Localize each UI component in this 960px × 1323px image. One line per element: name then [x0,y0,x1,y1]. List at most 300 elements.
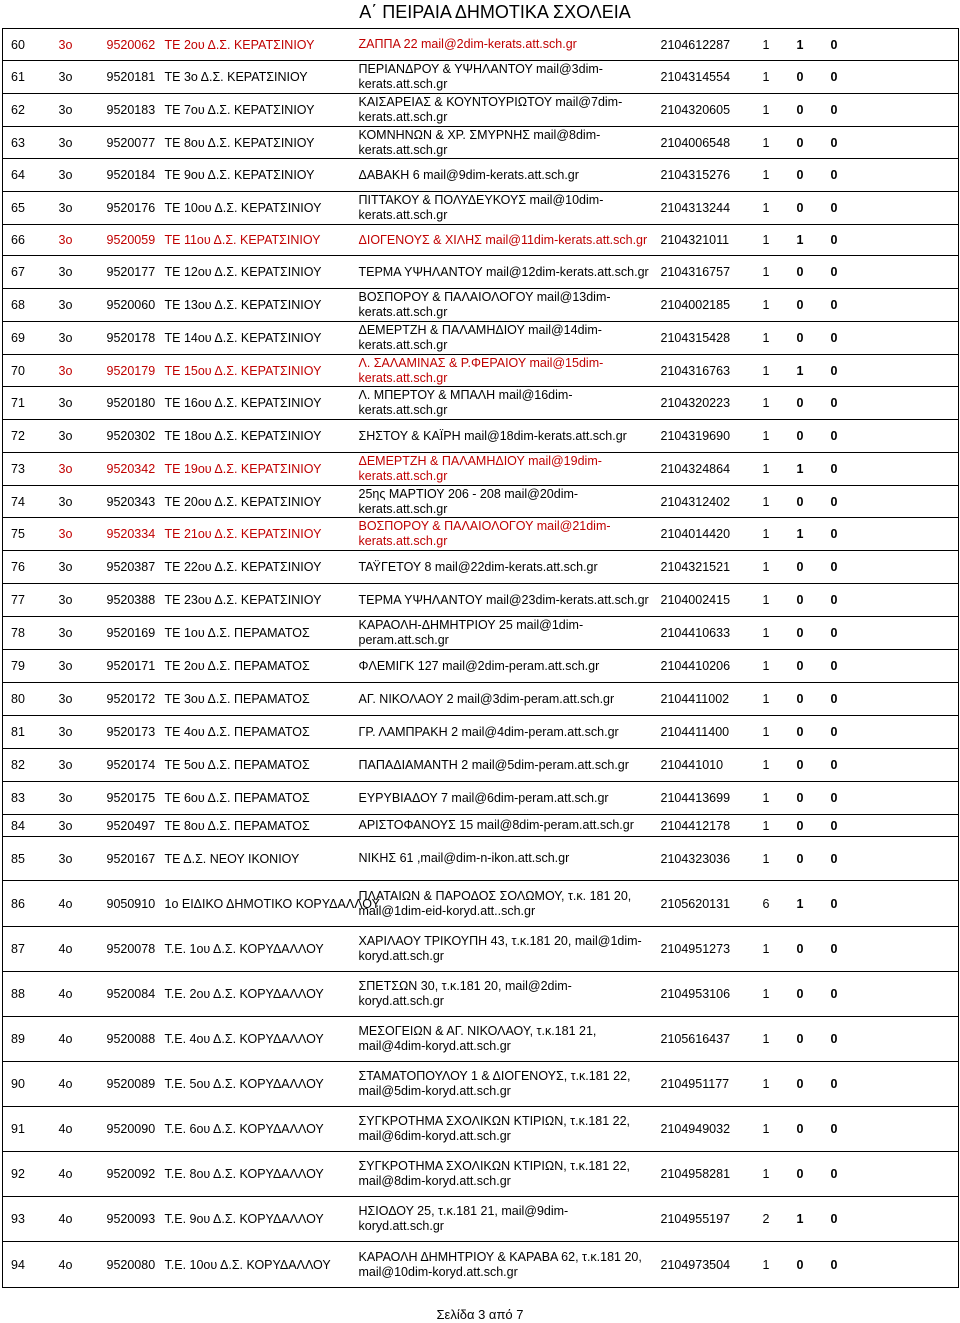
cell-area: 4ο [51,881,99,927]
cell-phone: 2105616437 [653,1017,755,1062]
cell-c: 0 [823,453,959,486]
cell-b: 0 [789,617,823,650]
cell-c: 0 [823,1152,959,1197]
cell-b: 0 [789,192,823,225]
table-row [3,159,959,192]
cell-b: 1 [789,225,823,256]
cell-b: 0 [789,420,823,453]
cell-b: 1 [789,29,823,61]
cell-c: 0 [823,225,959,256]
cell-phone: 2104410206 [653,650,755,683]
cell-c: 0 [823,683,959,716]
cell-school: ΤΕ 16ου Δ.Σ. ΚΕΡΑΤΣΙΝΙΟΥ [157,387,351,420]
cell-code: 9520172 [99,683,157,716]
cell-phone: 2104014420 [653,518,755,551]
cell-b: 0 [789,551,823,584]
cell-c: 0 [823,1017,959,1062]
cell-phone: 2104411400 [653,716,755,749]
cell-code: 9520060 [99,289,157,322]
cell-n: 82 [3,749,51,782]
cell-area: 3ο [51,617,99,650]
cell-a: 1 [755,749,789,782]
cell-c: 0 [823,486,959,518]
cell-school: ΤΕ 7ου Δ.Σ. ΚΕΡΑΤΣΙΝΙΟΥ [157,94,351,127]
cell-addr: 25ης ΜΑΡΤΙΟΥ 206 - 208 mail@20dim-kerats.att.sch.gr [351,486,653,518]
cell-area: 3ο [51,716,99,749]
cell-area: 4ο [51,1152,99,1197]
cell-a: 1 [755,61,789,94]
cell-c: 0 [823,1062,959,1107]
cell-n: 83 [3,782,51,815]
cell-phone: 2104323036 [653,837,755,881]
cell-b: 0 [789,749,823,782]
cell-c: 0 [823,551,959,584]
cell-addr: ΔΕΜΕΡΤΖΗ & ΠΑΛΑΜΗΔΙΟΥ mail@14dim-kerats.att.sch.gr [351,322,653,355]
cell-area: 3ο [51,584,99,617]
cell-code: 9520178 [99,322,157,355]
table-row [3,972,959,1017]
cell-a: 1 [755,355,789,387]
cell-addr: ΧΑΡΙΛΑΟΥ ΤΡΙΚΟΥΠΗ 43, τ.κ.181 20, mail@1dim-koryd.att.sch.gr [351,927,653,972]
cell-area: 3ο [51,322,99,355]
cell-n: 71 [3,387,51,420]
cell-c: 0 [823,256,959,289]
cell-a: 1 [755,1062,789,1107]
cell-school: Τ.Ε. 10ου Δ.Σ. ΚΟΡΥΔΑΛΛΟΥ [157,1242,351,1288]
cell-a: 1 [755,1242,789,1288]
cell-area: 3ο [51,61,99,94]
cell-code: 9050910 [99,881,157,927]
cell-school: ΤΕ 10ου Δ.Σ. ΚΕΡΑΤΣΙΝΙΟΥ [157,192,351,225]
cell-addr: ΔΙΟΓΕΝΟΥΣ & ΧΙΛΗΣ mail@11dim-kerats.att.sch.gr [351,225,653,256]
cell-n: 69 [3,322,51,355]
table-row [3,1152,959,1197]
cell-area: 3ο [51,29,99,61]
cell-code: 9520092 [99,1152,157,1197]
cell-phone: 2104320605 [653,94,755,127]
cell-code: 9520062 [99,29,157,61]
cell-code: 9520167 [99,837,157,881]
table-row [3,1242,959,1288]
cell-area: 3ο [51,289,99,322]
cell-school: ΤΕ 15ου Δ.Σ. ΚΕΡΑΤΣΙΝΙΟΥ [157,355,351,387]
cell-school: ΤΕ 8ου Δ.Σ. ΠΕΡΑΜΑΤΟΣ [157,815,351,837]
cell-a: 2 [755,1197,789,1242]
cell-n: 90 [3,1062,51,1107]
cell-a: 1 [755,972,789,1017]
cell-c: 0 [823,29,959,61]
cell-addr: ΤΑΫΓΕΤΟΥ 8 mail@22dim-kerats.att.sch.gr [351,551,653,584]
table-row [3,289,959,322]
cell-n: 94 [3,1242,51,1288]
cell-n: 73 [3,453,51,486]
cell-c: 0 [823,1197,959,1242]
cell-n: 91 [3,1107,51,1152]
cell-n: 74 [3,486,51,518]
cell-school: Τ.Ε. 9ου Δ.Σ. ΚΟΡΥΔΑΛΛΟΥ [157,1197,351,1242]
cell-c: 0 [823,127,959,159]
cell-area: 3ο [51,355,99,387]
cell-code: 9520181 [99,61,157,94]
cell-code: 9520174 [99,749,157,782]
cell-area: 3ο [51,94,99,127]
cell-a: 1 [755,192,789,225]
cell-addr: ΣΗΣΤΟΥ & ΚΑΪΡΗ mail@18dim-kerats.att.sch.gr [351,420,653,453]
cell-addr: ΚΑΡΑΟΛΗ ΔΗΜΗΤΡΙΟΥ & ΚΑΡΑΒΑ 62, τ.κ.181 20, mail@10dim-koryd.att.sch.gr [351,1242,653,1288]
cell-a: 1 [755,617,789,650]
cell-c: 0 [823,650,959,683]
cell-b: 1 [789,881,823,927]
cell-addr: ΑΓ. ΝΙΚΟΛΑΟΥ 2 mail@3dim-peram.att.sch.gr [351,683,653,716]
cell-b: 0 [789,683,823,716]
cell-area: 3ο [51,650,99,683]
cell-code: 9520334 [99,518,157,551]
cell-a: 1 [755,225,789,256]
cell-addr: ΣΤΑΜΑΤΟΠΟΥΛΟΥ 1 & ΔΙΟΓΕΝΟΥΣ, τ.κ.181 22, mail@5dim-koryd.att.sch.gr [351,1062,653,1107]
cell-a: 1 [755,584,789,617]
cell-code: 9520080 [99,1242,157,1288]
cell-addr: ΚΑΡΑΟΛΗ-ΔΗΜΗΤΡΙΟΥ 25 mail@1dim-peram.att.sch.gr [351,617,653,650]
cell-area: 4ο [51,927,99,972]
cell-c: 0 [823,617,959,650]
cell-addr: ΠΕΡΙΑΝΔΡΟΥ & ΥΨΗΛΑΝΤΟΥ mail@3dim-kerats.att.sch.gr [351,61,653,94]
cell-code: 9520387 [99,551,157,584]
cell-a: 1 [755,518,789,551]
table-row [3,1062,959,1107]
cell-c: 0 [823,584,959,617]
cell-area: 3ο [51,256,99,289]
cell-area: 3ο [51,782,99,815]
cell-phone: 2104612287 [653,29,755,61]
cell-addr: ΣΥΓΚΡΟΤΗΜΑ ΣΧΟΛΙΚΩΝ ΚΤΙΡΙΩΝ, τ.κ.181 22, mail@6dim-koryd.att.sch.gr [351,1107,653,1152]
cell-code: 9520183 [99,94,157,127]
cell-addr: ΣΥΓΚΡΟΤΗΜΑ ΣΧΟΛΙΚΩΝ ΚΤΙΡΙΩΝ, τ.κ.181 22, mail@8dim-koryd.att.sch.gr [351,1152,653,1197]
cell-area: 3ο [51,749,99,782]
cell-n: 92 [3,1152,51,1197]
cell-b: 0 [789,1107,823,1152]
cell-a: 1 [755,289,789,322]
cell-addr: ΠΛΑΤΑΙΩΝ & ΠΑΡΟΔΟΣ ΣΟΛΩΜΟΥ, τ.κ. 181 20, mail@1dim-eid-koryd.att..sch.gr [351,881,653,927]
cell-c: 0 [823,159,959,192]
cell-addr: ΔΑΒΑΚΗ 6 mail@9dim-kerats.att.sch.gr [351,159,653,192]
cell-school: ΤΕ 23ου Δ.Σ. ΚΕΡΑΤΣΙΝΙΟΥ [157,584,351,617]
cell-b: 0 [789,127,823,159]
cell-school: ΤΕ 4ου Δ.Σ. ΠΕΡΑΜΑΤΟΣ [157,716,351,749]
cell-area: 3ο [51,192,99,225]
cell-n: 60 [3,29,51,61]
cell-phone: 2104316763 [653,355,755,387]
cell-addr: ΗΣΙΟΔΟΥ 25, τ.κ.181 21, mail@9dim-koryd.att.sch.gr [351,1197,653,1242]
cell-b: 0 [789,650,823,683]
cell-area: 3ο [51,127,99,159]
cell-area: 3ο [51,387,99,420]
cell-school: Τ.Ε. 6ου Δ.Σ. ΚΟΡΥΔΑΛΛΟΥ [157,1107,351,1152]
cell-a: 1 [755,387,789,420]
table-row [3,1197,959,1242]
table-row [3,815,959,837]
cell-school: ΤΕ 19ου Δ.Σ. ΚΕΡΑΤΣΙΝΙΟΥ [157,453,351,486]
cell-area: 3ο [51,453,99,486]
cell-area: 3ο [51,815,99,837]
cell-addr: ΕΥΡΥΒΙΑΔΟΥ 7 mail@6dim-peram.att.sch.gr [351,782,653,815]
cell-area: 4ο [51,1017,99,1062]
cell-school: ΤΕ 21ου Δ.Σ. ΚΕΡΑΤΣΙΝΙΟΥ [157,518,351,551]
table-row [3,94,959,127]
cell-c: 0 [823,881,959,927]
table-row [3,192,959,225]
cell-b: 0 [789,387,823,420]
cell-code: 9520175 [99,782,157,815]
cell-n: 70 [3,355,51,387]
cell-phone: 2104410633 [653,617,755,650]
table-row [3,61,959,94]
table-row [3,837,959,881]
cell-a: 1 [755,94,789,127]
cell-code: 9520077 [99,127,157,159]
cell-a: 1 [755,716,789,749]
cell-school: Τ.Ε. 5ου Δ.Σ. ΚΟΡΥΔΑΛΛΟΥ [157,1062,351,1107]
cell-addr: Λ. ΜΠΕΡΤΟΥ & ΜΠΑΛΗ mail@16dim-kerats.att.sch.gr [351,387,653,420]
cell-addr: ΖΑΠΠΑ 22 mail@2dim-kerats.att.sch.gr [351,29,653,61]
cell-c: 0 [823,782,959,815]
table-row [3,1017,959,1062]
cell-code: 9520180 [99,387,157,420]
cell-c: 0 [823,815,959,837]
cell-code: 9520078 [99,927,157,972]
cell-n: 76 [3,551,51,584]
cell-area: 4ο [51,1197,99,1242]
cell-b: 0 [789,1152,823,1197]
cell-c: 0 [823,420,959,453]
table-row [3,127,959,159]
cell-b: 0 [789,1017,823,1062]
cell-n: 62 [3,94,51,127]
cell-n: 68 [3,289,51,322]
cell-school: 1ο ΕΙΔΙΚΟ ΔΗΜΟΤΙΚΟ ΚΟΡΥΔΑΛΛΟΥ [157,881,351,927]
table-row [3,716,959,749]
table-row [3,225,959,256]
table-row [3,584,959,617]
cell-addr: ΠΑΠΑΔΙΑΜΑΝΤΗ 2 mail@5dim-peram.att.sch.gr [351,749,653,782]
cell-phone: 2104953106 [653,972,755,1017]
cell-school: ΤΕ 3ου Δ.Σ. ΠΕΡΑΜΑΤΟΣ [157,683,351,716]
cell-area: 3ο [51,420,99,453]
cell-phone: 210441010 [653,749,755,782]
cell-code: 9520089 [99,1062,157,1107]
cell-c: 0 [823,61,959,94]
cell-code: 9520179 [99,355,157,387]
cell-school: ΤΕ 13ου Δ.Σ. ΚΕΡΑΤΣΙΝΙΟΥ [157,289,351,322]
cell-area: 3ο [51,159,99,192]
cell-b: 1 [789,453,823,486]
cell-addr: ΒΟΣΠΟΡΟΥ & ΠΑΛΑΙΟΛΟΓΟΥ mail@13dim-kerats.att.sch.gr [351,289,653,322]
table-row [3,355,959,387]
cell-c: 0 [823,94,959,127]
cell-a: 1 [755,683,789,716]
cell-c: 0 [823,518,959,551]
cell-n: 78 [3,617,51,650]
cell-addr: ΒΟΣΠΟΡΟΥ & ΠΑΛΑΙΟΛΟΓΟΥ mail@21dim-kerats.att.sch.gr [351,518,653,551]
cell-n: 63 [3,127,51,159]
cell-addr: ΚΑΙΣΑΡΕΙΑΣ & ΚΟΥΝΤΟΥΡΙΩΤΟΥ mail@7dim-kerats.att.sch.gr [351,94,653,127]
page-footer: Σελίδα 3 από 7 [436,1307,524,1322]
cell-c: 0 [823,387,959,420]
cell-b: 0 [789,289,823,322]
cell-n: 77 [3,584,51,617]
cell-n: 85 [3,837,51,881]
table-row [3,486,959,518]
table-row [3,518,959,551]
cell-c: 0 [823,1107,959,1152]
cell-area: 4ο [51,1107,99,1152]
cell-c: 0 [823,749,959,782]
cell-b: 0 [789,837,823,881]
cell-n: 65 [3,192,51,225]
cell-school: ΤΕ 18ου Δ.Σ. ΚΕΡΑΤΣΙΝΙΟΥ [157,420,351,453]
cell-phone: 2104413699 [653,782,755,815]
cell-code: 9520090 [99,1107,157,1152]
cell-phone: 2104949032 [653,1107,755,1152]
cell-school: ΤΕ 14ου Δ.Σ. ΚΕΡΑΤΣΙΝΙΟΥ [157,322,351,355]
cell-school: ΤΕ Δ.Σ. ΝΕΟΥ ΙΚΟΝΙΟΥ [157,837,351,881]
cell-addr: ΜΕΣΟΓΕΙΩΝ & ΑΓ. ΝΙΚΟΛΑΟΥ, τ.κ.181 21, mail@4dim-koryd.att.sch.gr [351,1017,653,1062]
cell-addr: Λ. ΣΑΛΑΜΙΝΑΣ & Ρ.ΦΕΡΑΙΟΥ mail@15dim-kerats.att.sch.gr [351,355,653,387]
cell-code: 9520093 [99,1197,157,1242]
cell-code: 9520184 [99,159,157,192]
cell-addr: ΣΠΕΤΣΩΝ 30, τ.κ.181 20, mail@2dim-koryd.att.sch.gr [351,972,653,1017]
cell-a: 1 [755,29,789,61]
cell-a: 6 [755,881,789,927]
cell-a: 1 [755,1152,789,1197]
cell-school: ΤΕ 5ου Δ.Σ. ΠΕΡΑΜΑΤΟΣ [157,749,351,782]
cell-a: 1 [755,782,789,815]
cell-n: 66 [3,225,51,256]
cell-c: 0 [823,322,959,355]
cell-a: 1 [755,420,789,453]
table-row [3,453,959,486]
cell-c: 0 [823,355,959,387]
cell-n: 93 [3,1197,51,1242]
cell-school: ΤΕ 12ου Δ.Σ. ΚΕΡΑΤΣΙΝΙΟΥ [157,256,351,289]
cell-n: 79 [3,650,51,683]
cell-c: 0 [823,289,959,322]
cell-school: Τ.Ε. 8ου Δ.Σ. ΚΟΡΥΔΑΛΛΟΥ [157,1152,351,1197]
cell-n: 88 [3,972,51,1017]
table-row [3,683,959,716]
cell-phone: 2104973504 [653,1242,755,1288]
cell-phone: 2104411002 [653,683,755,716]
cell-b: 0 [789,815,823,837]
cell-phone: 2104955197 [653,1197,755,1242]
cell-phone: 2105620131 [653,881,755,927]
cell-area: 4ο [51,1062,99,1107]
cell-phone: 2104321011 [653,225,755,256]
cell-b: 1 [789,1197,823,1242]
cell-school: ΤΕ 8ου Δ.Σ. ΚΕΡΑΤΣΙΝΙΟΥ [157,127,351,159]
cell-c: 0 [823,1242,959,1288]
cell-addr: ΤΕΡΜΑ ΥΨΗΛΑΝΤΟΥ mail@23dim-kerats.att.sch.gr [351,584,653,617]
cell-school: ΤΕ 9ου Δ.Σ. ΚΕΡΑΤΣΙΝΙΟΥ [157,159,351,192]
cell-code: 9520177 [99,256,157,289]
cell-addr: ΚΟΜΝΗΝΩΝ & ΧΡ. ΣΜΥΡΝΗΣ mail@8dim-kerats.att.sch.gr [351,127,653,159]
cell-b: 0 [789,1242,823,1288]
cell-a: 1 [755,127,789,159]
cell-area: 3ο [51,683,99,716]
cell-a: 1 [755,1017,789,1062]
cell-school: ΤΕ 1ου Δ.Σ. ΠΕΡΑΜΑΤΟΣ [157,617,351,650]
cell-a: 1 [755,453,789,486]
table-row [3,256,959,289]
schools-table [2,28,959,1288]
cell-a: 1 [755,159,789,192]
cell-c: 0 [823,192,959,225]
cell-n: 61 [3,61,51,94]
cell-code: 9520388 [99,584,157,617]
cell-school: ΤΕ 2ου Δ.Σ. ΚΕΡΑΤΣΙΝΙΟΥ [157,29,351,61]
cell-code: 9520497 [99,815,157,837]
cell-n: 84 [3,815,51,837]
table-row [3,387,959,420]
cell-a: 1 [755,837,789,881]
cell-area: 4ο [51,972,99,1017]
table-row [3,749,959,782]
table-row [3,1107,959,1152]
cell-a: 1 [755,1107,789,1152]
cell-addr: ΔΕΜΕΡΤΖΗ & ΠΑΛΑΜΗΔΙΟΥ mail@19dim-kerats.att.sch.gr [351,453,653,486]
cell-a: 1 [755,322,789,355]
cell-addr: ΦΛΕΜΙΓΚ 127 mail@2dim-peram.att.sch.gr [351,650,653,683]
cell-n: 75 [3,518,51,551]
cell-b: 0 [789,322,823,355]
cell-n: 72 [3,420,51,453]
cell-b: 0 [789,1062,823,1107]
cell-addr: ΠΙΤΤΑΚΟΥ & ΠΟΛΥΔΕΥΚΟΥΣ mail@10dim-kerats.att.sch.gr [351,192,653,225]
cell-phone: 2104312402 [653,486,755,518]
cell-phone: 2104315276 [653,159,755,192]
table-row [3,927,959,972]
cell-b: 0 [789,972,823,1017]
cell-code: 9520171 [99,650,157,683]
cell-b: 0 [789,256,823,289]
cell-phone: 2104958281 [653,1152,755,1197]
cell-b: 0 [789,61,823,94]
cell-b: 0 [789,716,823,749]
cell-n: 64 [3,159,51,192]
cell-phone: 2104002415 [653,584,755,617]
cell-code: 9520084 [99,972,157,1017]
cell-a: 1 [755,815,789,837]
cell-school: Τ.Ε. 4ου Δ.Σ. ΚΟΡΥΔΑΛΛΟΥ [157,1017,351,1062]
cell-school: Τ.Ε. 2ου Δ.Σ. ΚΟΡΥΔΑΛΛΟΥ [157,972,351,1017]
cell-a: 1 [755,650,789,683]
cell-school: ΤΕ 2ου Δ.Σ. ΠΕΡΑΜΑΤΟΣ [157,650,351,683]
cell-b: 1 [789,518,823,551]
cell-b: 1 [789,355,823,387]
table-row [3,617,959,650]
cell-phone: 2104313244 [653,192,755,225]
cell-a: 1 [755,551,789,584]
cell-code: 9520173 [99,716,157,749]
table-row [3,29,959,61]
cell-phone: 2104316757 [653,256,755,289]
cell-phone: 2104314554 [653,61,755,94]
cell-a: 1 [755,486,789,518]
cell-b: 0 [789,584,823,617]
cell-school: ΤΕ 3ο Δ.Σ. ΚΕΡΑΤΣΙΝΙΟΥ [157,61,351,94]
cell-c: 0 [823,716,959,749]
cell-a: 1 [755,927,789,972]
cell-n: 80 [3,683,51,716]
